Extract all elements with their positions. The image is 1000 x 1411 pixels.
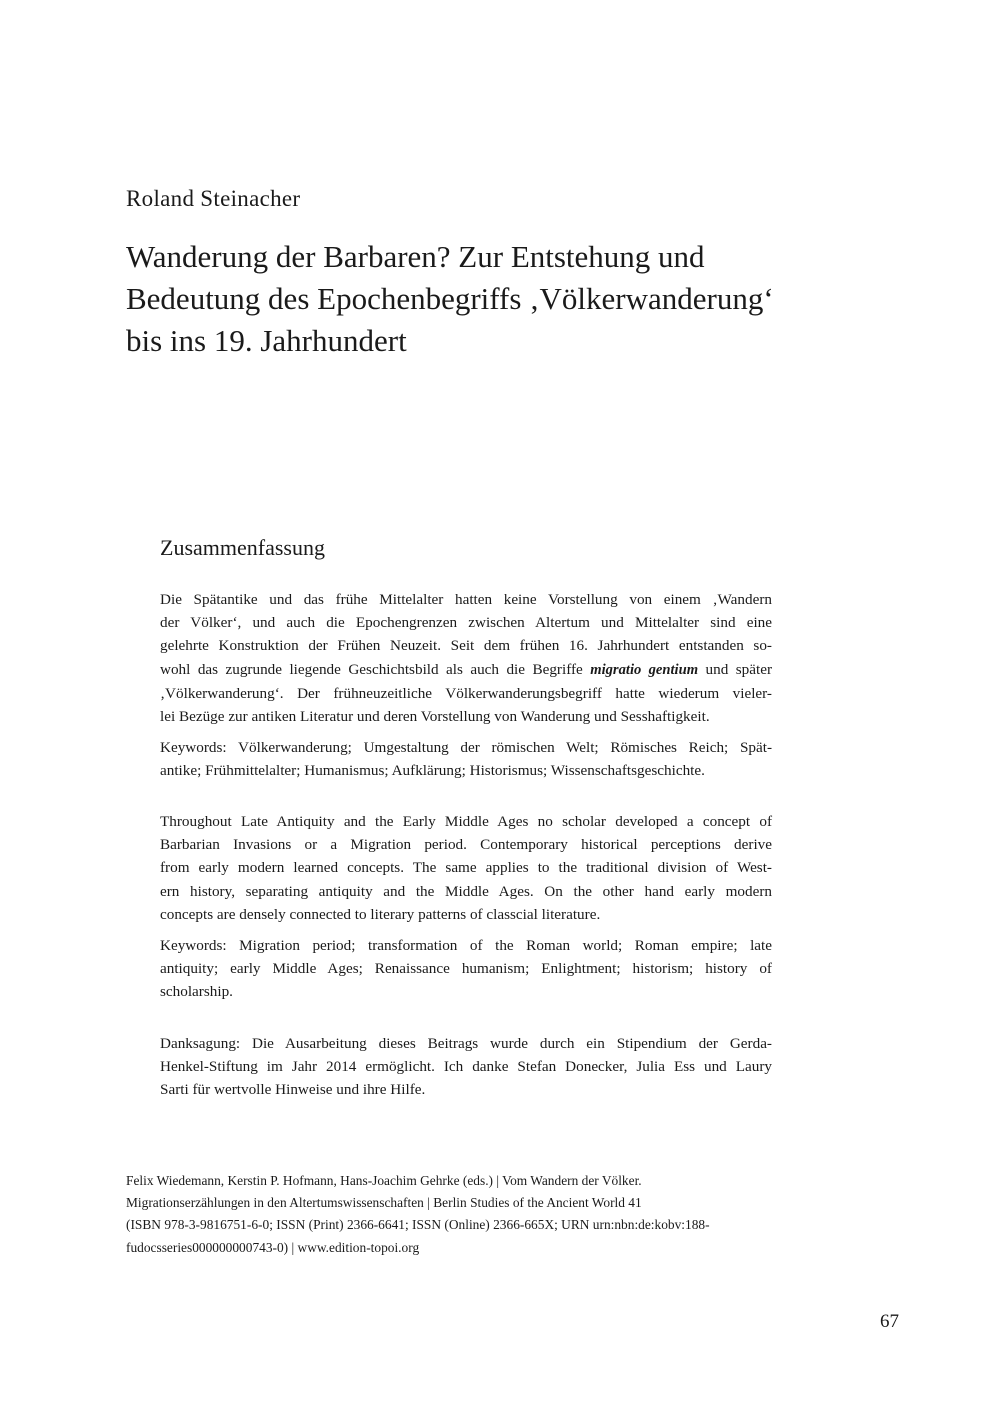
acknowledgement-line: Sarti für wertvolle Hinweise und ihre Hilfe. <box>160 1081 426 1099</box>
abstract-line: ern history, separating antiquity and the Middle Ages. On the other hand early modern <box>160 882 772 900</box>
keywords-line: scholarship. <box>160 983 233 1001</box>
english-abstract <box>160 810 772 926</box>
title-line: Wanderung der Barbaren? Zur Entstehung und <box>126 239 705 274</box>
footer-line: Felix Wiedemann, Kerstin P. Hofmann, Hans-Joachim Gehrke (eds.) | Vom Wandern der Völker. <box>126 1173 642 1188</box>
citation-footer <box>126 1170 786 1259</box>
english-keywords <box>160 934 772 1004</box>
keywords-line: Keywords: Migration period; transformation of the Roman world; Roman empire; late <box>160 937 772 954</box>
abstract-line: from early modern learned concepts. The same applies to the traditional division of West- <box>160 859 772 877</box>
footer-line: Migrationserzählungen in den Altertumswissenschaften | Berlin Studies of the Ancient World 41 <box>126 1195 642 1211</box>
german-abstract <box>160 588 772 728</box>
abstract-heading: Zusammenfassung <box>160 535 325 560</box>
abstract-line: concepts are densely connected to literary patterns of classcial literature. <box>160 905 601 923</box>
keywords-line: Keywords: Völkerwanderung; Umgestaltung der römischen Welt; Römisches Reich; Spät- <box>160 739 772 756</box>
abstract-line: Barbarian Invasions or a Migration period. Contemporary historical perceptions derive <box>160 836 772 854</box>
footer-line: fudocsseries000000000743-0) | www.edition-topoi.org <box>126 1239 420 1255</box>
title-line: Bedeutung des Epochenbegriffs ‚Völkerwanderung‘ <box>126 281 774 316</box>
keywords-line: antiquity; early Middle Ages; Renaissance humanism; Enlightment; historism; history of <box>160 960 772 978</box>
title-line: bis ins 19. Jahrhundert <box>126 323 407 358</box>
abstract-line: ‚Völkerwanderung‘. Der frühneuzeitliche Völkerwanderungsbegriff hatte wiederum vieler- <box>160 684 772 702</box>
abstract-text: wohl das zugrunde liegende Geschichtsbild als auch die Begriffe <box>160 660 591 678</box>
keywords-line: antike; Frühmittelalter; Humanismus; Aufklärung; Historismus; Wissenschaftsgeschichte. <box>160 762 705 780</box>
german-keywords <box>160 736 772 782</box>
footer-line: (ISBN 978-3-9816751-6-0; ISSN (Print) 2366-6641; ISSN (Online) 2366-665X; URN urn:nbn:de:kobv:188- <box>126 1217 710 1233</box>
abstract-line <box>160 658 772 682</box>
abstract-line: Throughout Late Antiquity and the Early Middle Ages no scholar developed a concept of <box>160 813 772 830</box>
abstract-line: gelehrte Konstruktion der Frühen Neuzeit. Seit dem frühen 16. Jahrhundert entstanden so- <box>160 637 772 655</box>
page-number: 67 <box>880 1311 899 1332</box>
acknowledgement-line: Danksagung: Die Ausarbeitung dieses Beitrags wurde durch ein Stipendium der Gerda- <box>160 1035 772 1052</box>
abstract-text: und später <box>698 660 773 678</box>
article-title <box>126 236 826 362</box>
author-name: Roland Steinacher <box>126 186 301 211</box>
abstract-line: lei Bezüge zur antiken Literatur und deren Vorstellung von Wanderung und Sesshaftigkeit. <box>160 708 710 726</box>
abstract-line: der Völker‘, und auch die Epochengrenzen zwischen Altertum und Mittelalter sind eine <box>160 614 772 632</box>
acknowledgement-line: Henkel-Stiftung im Jahr 2014 ermöglicht. Ich danke Stefan Donecker, Julia Ess und Laury <box>160 1058 772 1076</box>
latin-term: migratio gentium <box>590 661 699 678</box>
abstract-line: Die Spätantike und das frühe Mittelalter hatten keine Vorstellung von einem ‚Wandern <box>160 591 772 608</box>
acknowledgement <box>160 1032 772 1102</box>
